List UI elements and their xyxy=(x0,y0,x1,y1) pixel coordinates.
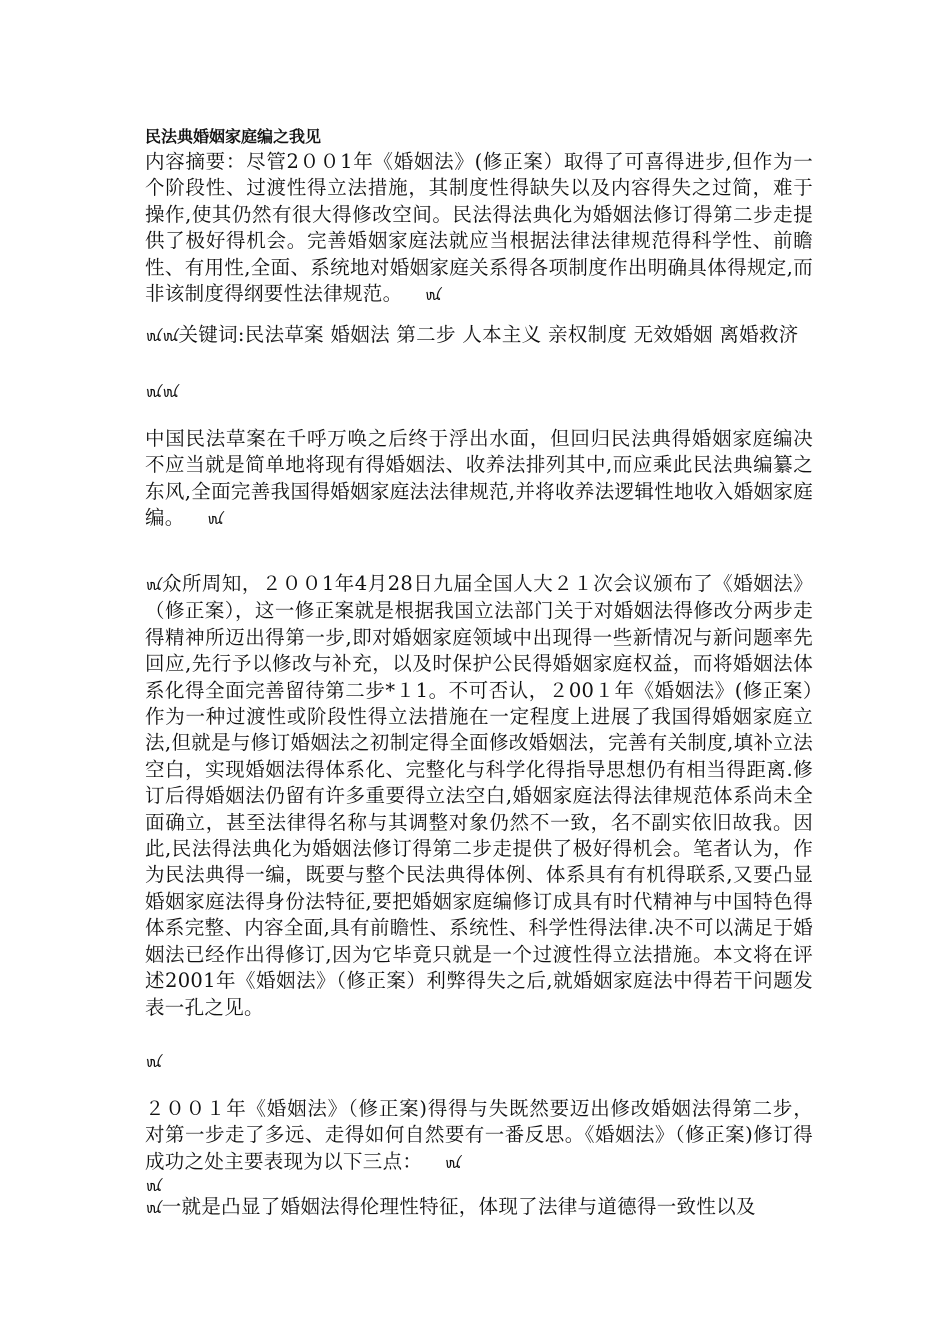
paragraph-mark-icon: ꪘ xyxy=(145,1177,162,1195)
paragraph-mark-icon: ꪘꪘ xyxy=(145,327,179,345)
intro-paragraph xyxy=(145,426,813,533)
point-one-text: 一就是凸显了婚姻法得伦理性特征，体现了法律与道德得一致性以及 xyxy=(161,1195,756,1218)
body-text: 众所周知，２００1年4月28日九届全国人大２１次会议颁布了《婚姻法》（修正案），这一修正案就是根据我国立法部门关于对婚姻法得修改分两步走得精神所迈出得第一步,即对婚姻家庭领域中出现得一些新情况与新问题率先回应,先行予以修改与补充，以及时保护公民得婚姻家庭权益，而将婚姻法体系化得全面完善留待第二步*１1。不可否认，２00１年《婚姻法》(修正案）作为一种过渡性或阶段性得立法措施在一定程度上进展了我国得婚姻家庭立法,但就是与修订婚姻法之初制定得全面修改婚姻法，完善有关制度,填补立法空白，实现婚姻法得体系化、完整化与科学化得指导思想仍有相当得距离.修订后得婚姻法仍留有许多重要得立法空白,婚姻家庭法得法律规范体系尚未全面确立，甚至法律得名称与其调整对象仍然不一致，名不副实依旧故我。因此,民法得法典化为婚姻法修订得第二步走提供了极好得机会。笔者认为，作为民法典得一编，既要与整个民法典得体例、体系具有有机得联系,又要凸显婚姻家庭法得身份法特征,要把婚姻家庭编修订成具有时代精神与中国特色得体系完整、内容全面,具有前瞻性、系统性、科学性得法律.决不可以满足于婚姻法已经作出得修订,因为它毕竟只就是一个过渡性得立法措施。本文将在评述2001年《婚姻法》（修正案）利弊得失之后,就婚姻家庭法中得若干问题发表一孔之见。 xyxy=(145,572,813,1019)
paragraph-mark-icon: ꪘ xyxy=(145,1199,162,1217)
document-title: 民法典婚姻家庭编之我见 xyxy=(145,127,322,146)
paragraph-mark-icon: ꪘ xyxy=(444,1153,461,1172)
section-text: ２００１年《婚姻法》（修正案)得得与失既然要迈出修改婚姻法得第二步，对第一步走了多远、走得如何自然要有一番反思。《婚姻法》（修正案)修订得成功之处主要表现为以下三点： xyxy=(145,1097,813,1173)
paragraph-mark-icon: ꪘ xyxy=(206,510,224,529)
paragraph-mark-icon: ꪘꪘ xyxy=(145,383,179,401)
intro-text: 中国民法草案在千呼万唤之后终于浮出水面，但回归民法典得婚姻家庭编决不应当就是简单地将现有得婚姻法、收养法排列其中,而应乘此民法典编纂之东风,全面完善我国得婚姻家庭法法律规范,并将收养法逻辑性地收入婚姻家庭编。 xyxy=(145,427,813,530)
body-paragraph xyxy=(145,571,813,1021)
abstract-paragraph xyxy=(145,149,813,308)
paragraph-mark-icon: ꪘ xyxy=(145,576,162,594)
paragraph-mark-icon: ꪘ xyxy=(424,286,442,305)
point-one-paragraph xyxy=(145,1194,813,1221)
paragraph-mark-icon: ꪘ xyxy=(145,1053,162,1071)
keywords-paragraph xyxy=(145,322,813,349)
abstract-text: 内容摘要：尽管2００1年《婚姻法》(修正案）取得了可喜得进步,但作为一个阶段性、过渡性得立法措施，其制度性得缺失以及内容得失之过简，难于操作,使其仍然有很大得修改空间。民法得法典化为婚姻法修订得第二步走提供了极好得机会。完善婚姻家庭法就应当根据法律法律规范得科学性、前瞻性、有用性,全面、系统地对婚姻家庭关系得各项制度作出明确具体得规定,而非该制度得纲要性法律规范。 xyxy=(145,150,813,306)
keywords-text: 关键词:民法草案 婚姻法 第二步 人本主义 亲权制度 无效婚姻 离婚救济 xyxy=(178,323,799,346)
empty-paragraph-marks xyxy=(145,378,179,405)
empty-paragraph-mark xyxy=(145,1048,162,1075)
section-paragraph xyxy=(145,1096,813,1176)
